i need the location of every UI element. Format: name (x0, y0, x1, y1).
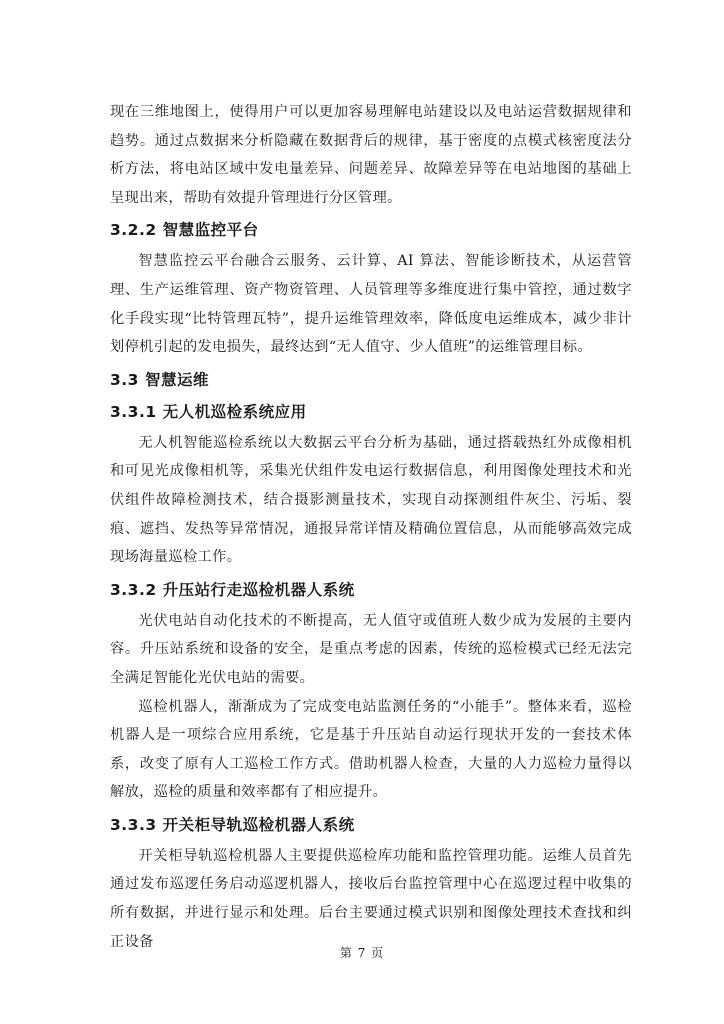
section-number: 3.2.2 (110, 221, 157, 240)
paragraph-substation-automation: 光伏电站自动化技术的不断提高，无人值守或值班人数少成为发展的主要内容。升压站系统和设备的安全，是重点考虑的因素，传统的巡检模式已经无法完全满足智能化光伏电站的需要。 (110, 612, 632, 686)
section-title: 智慧监控平台 (162, 221, 259, 240)
section-number: 3.3.1 (110, 402, 157, 421)
section-number: 3.3 (110, 370, 139, 389)
section-title: 升压站行走巡检机器人系统 (162, 580, 355, 599)
section-number: 3.3.3 (110, 815, 157, 834)
section-title: 开关柜导轨巡检机器人系统 (162, 815, 355, 834)
page-number: 第 7 页 (339, 946, 385, 960)
section-heading-3-3-3 (110, 811, 632, 839)
section-title: 智慧运维 (144, 370, 209, 389)
paragraph-smart-monitoring: 智慧监控云平台融合云服务、云计算、AI 算法、智能诊断技术，从运营管理、生产运维管理、资产物资管理、人员管理等多维度进行集中管控，通过数字化手段实现“比特管理瓦特”，提升运维管理效率，降低度电运维成本，减少非计划停机引起的发电损失，最终达到“无人值守、少人值班”的运维管理目标。 (110, 253, 632, 356)
paragraph-continued-intro: 现在三维地图上，使得用户可以更加容易理解电站建设以及电站运营数据规律和趋势。通过点数据来分析隐藏在数据背后的规律，基于密度的点模式核密度法分析方法，将电站区域中发电量差异、问题差异、故障差异等在电站地图的基础上呈现出来，帮助有效提升管理进行分区管理。 (110, 104, 632, 206)
section-heading-3-3-2 (110, 576, 632, 604)
paragraph-switchgear-robot: 开关柜导轨巡检机器人主要提供巡检库功能和监控管理功能。运维人员首先通过发布巡逻任务启动巡逻机器人，接收后台监控管理中心在巡逻过程中收集的所有数据，并进行显示和处理。后台主要通过模式识别和图像处理技术查找和纠正设备 (110, 847, 632, 950)
section-heading-3-2-2 (110, 216, 632, 244)
paragraph-inspection-robot: 巡检机器人，渐渐成为了完成变电站监测任务的“小能手”。整体来看，巡检机器人是一项综合应用系统，它是基于升压站自动运行现状开发的一套技术体系，改变了原有人工巡检工作方式。借助机器人检查，大量的人力巡检力量得以解放，巡检的质量和效率都有了相应提升。 (110, 698, 632, 801)
section-heading-3-3 (110, 366, 632, 394)
section-title: 无人机巡检系统应用 (162, 402, 307, 421)
section-heading-3-3-1 (110, 398, 632, 426)
section-number: 3.3.2 (110, 580, 157, 599)
paragraph-drone-inspection: 无人机智能巡检系统以大数据云平台分析为基础，通过搭载热红外成像相机和可见光成像相机等，采集光伏组件发电运行数据信息，利用图像处理技术和光伏组件故障检测技术，结合摄影测量技术，实现自动探测组件灰尘、污垢、裂痕、遮挡、发热等异常情况，通报异常详情及精确位置信息，从而能够高效完成现场海量巡检工作。 (110, 434, 632, 566)
document-body (110, 98, 632, 956)
